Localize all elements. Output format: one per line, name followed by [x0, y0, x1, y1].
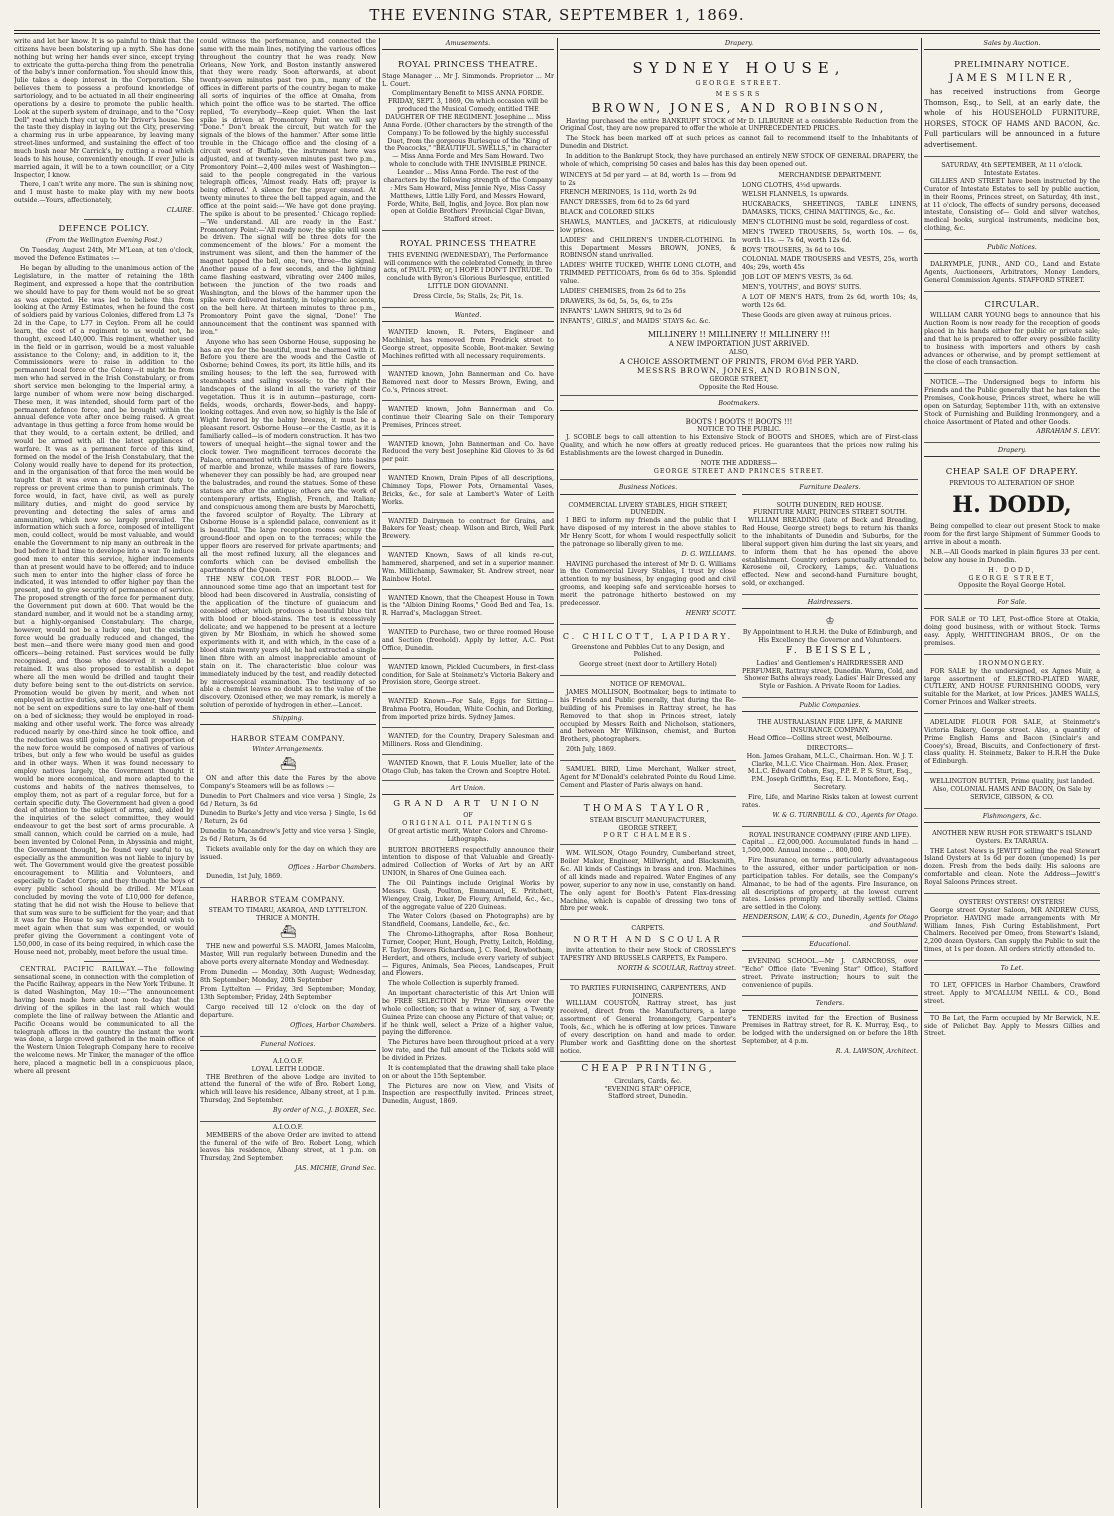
boots-head: BOOTS ! BOOTS !! BOOTS !!! [685, 417, 793, 426]
section-fishmongers: Fishmongers, &c. [924, 811, 1100, 823]
ad-bird [560, 763, 736, 797]
price-item: INFANTS' LAWN SHIRTS, 9d to 2s 6d [560, 307, 682, 315]
wanted-item: WANTED Known, that F. Louis Mueller, late of the Otago Club, has taken the Crown and Sceptre Hotel. [382, 759, 554, 775]
dodd-opposite: Opposite the Royal George Hotel. [958, 582, 1066, 590]
column-divider [557, 38, 558, 1508]
ad-aiof-1 [200, 1055, 376, 1122]
dalrymple-text: DALRYMPLE, JUNR., AND CO., Land and Estate Agents, Auctioneers, Arbitrators, Money Lenders, General Commission Agents. STAFFORD STREET. [924, 261, 1100, 284]
price-item: FRENCH MERINOES, 1s 11d, worth 2s 9d [560, 189, 697, 197]
ad-rush [924, 827, 1100, 894]
ad-wanted [382, 515, 554, 548]
ad-breading [742, 499, 918, 595]
george-street: GEORGE STREET. [695, 79, 783, 87]
price-item: MEN'S TWEED TROUSERS, 5s, worth 10s. — 6s, worth 11s. — 7s 6d, worth 12s 6d. [742, 228, 918, 244]
price-list-left [560, 172, 736, 328]
prints: A CHOICE ASSORTMENT OF PRINTS, FROM 6½d PER YARD. [619, 356, 859, 366]
millinery: MILLINERY !! MILLINERY !! MILLINERY !!! [647, 330, 831, 340]
section-furniture: Furniture Dealers. [742, 482, 918, 494]
harbor-sub: Winter Arrangements. [252, 745, 324, 753]
prelim-notice: PRELIMINARY NOTICE. [954, 60, 1070, 71]
timaru-title: HARBOR STEAM COMPANY. [231, 896, 345, 905]
previous: PREVIOUS TO ALTERATION OF SHOP. [949, 480, 1075, 488]
cheap-sale: CHEAP SALE OF DRAPERY. [945, 467, 1079, 478]
railway-text: following sensational scene, in connection with the completion of the Pacific Railway, appears in the New York Tribune. It is dated Washington, May 10:—"The announcement having been made here about noon to-day that the driving of the spikes in the last rail which would complete the line of railway between the Atlantic and Pacific Oceans would be communicated to all the telegraph offices in the country the instant the work was done, a large crowd gathered in the main office of the Western Union Telegraph Company here to receive the welcome news. Mr Tinker, the manager of the office here, placed a magnetic bell in a conspicuous place, where all present [14, 965, 194, 1075]
art-para: BURTON BROTHERS respectfully announce their intention to dispose of that Valuable and Greatly-admired Collection of Works of Art by an ART UNION, in Shares of One Guinea each. [382, 846, 554, 878]
price-item: WINCEYS at 5d per yard — at 8d, worth 1s — from 9d to 2s [560, 171, 736, 187]
ad-tenders [742, 1015, 918, 1056]
art-para: The Pictures are now on View, and Visits of Inspection are respectfully invited. Princes street, Dunedin, August, 1869. [382, 1082, 554, 1106]
color-test-text: We announced some time ago that an important test for blood had been discovered in Australia, consisting of the application of the tincture of guaiacum and ozonised ether, which produces a beautiful blue tint with blood or blood-stains. The test is excessively delicate; and we happened to be present at a lecture given by Mr Bloxham, in which he showed some experiments with it, and with which, in the case of a blood stain twenty years old, he had extracted a single linen fibre with an almost inappreciable amount of stain on it. The characteristic blue colour was immediately induced by the test, and readily detected by microscopical examination. The testimony of so able a chemist leaves no doubt as to the value of the discovery. Ozonised ether, we may remark, is merely a solution of peroxide of hydrogen in ether.—Lancet. [200, 576, 376, 710]
george-street-2: GEORGE STREET, [709, 375, 769, 383]
tenders-sign: R. A. LAWSON, Architect. [835, 1047, 918, 1055]
parties-title: TO PARTIES FURNISHING, CARPENTERS, AND JOINERS. [569, 984, 726, 1000]
chilcott-text: Greenstone and Pebbles Cut to any Design, and Polished. [571, 643, 725, 659]
ad-tolet-2 [924, 1015, 1100, 1039]
ad-theatre-benefit [382, 54, 554, 231]
ad-butter [924, 775, 1100, 809]
ad-theatre-tonight [382, 233, 554, 308]
ad-timaru-steam [200, 890, 376, 1036]
ad-flour [924, 716, 1100, 773]
price-item: HUCKABACKS, SHEETINGS, TABLE LINENS, DAMASKS, TICKS, CHINA MATTINGS, &c., &c. [742, 201, 918, 217]
col4-right [742, 482, 918, 1101]
price-item: LADIES' and CHILDREN'S UNDER-CLOTHING. In this Department Messrs BROWN, JONES, & ROBINSON stand unrivalled. [560, 236, 736, 260]
railway-continued: could witness the performance, and connected the same with the main lines, notifying the various offices throughout the country that he was ready. New Orleans, New York, and Boston instantly answered that they were ready. Soon afterwards, at about twenty-seven minutes past two p.m., many of the offices in different parts of the country began to make all sorts of inquiries of the office at Omaha, from which point the office was to be started. The office replied, 'To everybody—Keep quiet. When the last spike is driven at Promontory Point we will say "Done." Don't break the circuit, but watch for the signals of the blows of the hammer.' After some little trouble in the Chicago office and the closing of a circuit west of Buffalo, the instrument here was adjusted, and at twenty-seven minutes past two p.m., Promontory Point—2,400 miles west of Washington—said to the people congregated in the various telegraph offices, 'Almost ready. Hats off; prayer is being offered.' A silence for the prayer ensued. At twenty minutes to three the bell tapped again, and the office at the point said:—'We have got done praying. The spike is about to be presented.' Chicago replied:—'We understand. All are ready in the East.' Promontory Point:—'All ready now; the spike will soon be driven. The signal will be three dots for the commencement of the blows.' For a moment the instrument was silent, and then the hammer of the magnet tapped the bell, one, two, three—the signal. Another pause of a few seconds, and the lightning came flashing eastward, vibrating over 2400 miles, between the junction of the two roads and Washington, and the blows of the hammer upon the spike were delivered instantly, in telegraphic accents, on the bell here. At thirteen minutes to three p.m., Promontory Point gave the signal, 'Done!' The announcement that the continent was spanned with iron." [200, 38, 376, 336]
ad-royal-insurance [742, 829, 918, 937]
removal-title: NOTICE OF REMOVAL. [610, 681, 686, 689]
brj-text: Having purchased the entire BANKRUPT STOCK of Mr D. LILBURNE at a considerable Reduction from the Original Cost, they are now prepared to offer the whole at UNPRECEDENTED PRICES. [560, 117, 918, 133]
bird-text: SAMUEL BIRD, Lime Merchant, Walker street, Agent for M'Donald's celebrated Pointe du Roud Lime. Cement and Plaster of Paris always on hand. [560, 765, 736, 789]
taylor-title: THOMAS TAYLOR, [583, 803, 713, 814]
ad-wanted [382, 730, 554, 755]
section-hairdressers: Hairdressers. [742, 597, 918, 609]
timaru-offices: Offices, Harbor Chambers. [290, 1021, 376, 1029]
also: ALSO, [729, 349, 749, 357]
aus-text: Fire, Life, and Marine Risks taken at lowest current rates. [742, 793, 918, 809]
taylor-sub: STEAM BISCUIT MANUFACTURER, [589, 816, 707, 824]
ad-aiof-2 [200, 1124, 376, 1173]
section-wanted: Wanted. [382, 310, 554, 322]
tenders-text: TENDERS invited for the Erection of Business Premises in Rattray street, for R. K. Murray, Esq., to be lodged with the undersigned on or before the 18th September, at 4 p.m. [742, 1014, 918, 1046]
aus-title: THE AUSTRALASIAN FIRE LIFE, & MARINE INSURANCE COMPANY. [757, 719, 903, 735]
dodd-nb: N.B.—All Goods marked in plain figures 33 per cent. below any house in Dunedin. [924, 549, 1100, 564]
ad-removal [560, 678, 736, 761]
art-para: The whole Collection is superbly framed. [388, 980, 519, 988]
milner-name: JAMES MILNER, [949, 72, 1075, 84]
col4-left [560, 482, 736, 1101]
section-art-union: Art Union. [382, 783, 554, 795]
price-item: JOB LOT OF MEN'S VESTS, 3s 6d. [742, 274, 854, 282]
wanted-item: WANTED Dairymen to contract for Grains, and Bakers for Yeast; cheap. Wilson and Birch, Well Park Brewery. [382, 517, 554, 541]
brj-title: BROWN, JONES, AND ROBINSON, [591, 100, 887, 115]
masthead-rule [14, 30, 1100, 31]
price-lists [560, 172, 918, 328]
livery-title: COMMERCIAL LIVERY STABLES, HIGH STREET, DUNEDIN. [568, 501, 728, 517]
appointment: By Appointment to H.R.H. the Duke of Edinburgh, and His Excellency the Governor and Volunteers. [742, 628, 918, 644]
section-auction: Sales by Auction. [924, 38, 1100, 50]
royal-title: ROYAL INSURANCE COMPANY (FIRE AND LIFE). [748, 831, 912, 839]
ad-levy [924, 376, 1100, 443]
crown-icon: ♔ [825, 616, 835, 628]
wanted-item: WANTED Known, Drain Pipes of all descriptions, Chimney Tops, Flower Pots, Ornamental Vases, Bricks, &c., for sale at Lambert's Water of Leith Works. [382, 475, 554, 506]
wanted-item: WANTED, for the Country, Drapery Salesman and Milliners. Ross and Glendining. [382, 732, 554, 748]
theatre-text: Complimentary Benefit to MISS ANNA FORDE. FRIDAY, SEPT. 3, 1869, On which occasion will be produced the Musical Comedy, entitled THE DAUGHTER OF THE REGIMENT. Josephine ... Miss Anna Forde. (Other characters by the strength of the Company.) To be followed by the highly successful Duet, from the gorgeous Burlesque of the "King of the Peacocks," "BEAUTIFUL SWELLS," in character— Miss Anna Forde and Mrs Sam Howard. Two whole to conclude with THE INVISIBLE PRINCE. Leander ... Miss Anna Forde. The rest of the characters by the following strength of the Company : Mrs Sam Howard, Miss Jennie Nye, Miss Cassy Matthews, Little Lilly Ford, and Messrs Howard, Forde, White, Bell, Inglis, and Joyce. Box plan now open at Goldie Brothers' Provincial Cigar Divan, Stafford street. [383, 90, 553, 224]
royal-capital: Capital ... £2,000,000. Accumulated funds in hand ... 1,500,000. Annual income ... 800,000. [742, 839, 918, 855]
note-address: NOTE THE ADDRESS— [700, 459, 778, 467]
section-public-companies: Public Companies. [742, 700, 918, 712]
ad-wanted [382, 472, 554, 512]
art-title: GRAND ART UNION [393, 799, 543, 810]
ad-taylor [560, 799, 736, 846]
brj-text: The Stock has been marked off at such prices as cannot fail to recommend itself to the Inhabitants of Dunedin and District. [560, 135, 918, 151]
color-test-lead: THE NEW COLOR TEST FOR BLOOD.— [206, 576, 360, 584]
royal-agent: HENDERSON, LAW, & CO., Dunedin, Agents for Otago and Southland. [742, 914, 918, 929]
ad-wilson [560, 847, 736, 920]
printing-office: "EVENING STAR" OFFICE, [604, 1085, 692, 1093]
dodd-name: H. DODD, [988, 566, 1036, 574]
taylor-port: PORT CHALMERS. [603, 832, 693, 840]
ad-carpets [560, 922, 736, 979]
price-item: WELSH FLANNELS, 1s upwards. [742, 191, 849, 199]
ad-australasian [742, 716, 918, 826]
section-drapery-2: Drapery. [924, 445, 1100, 457]
ad-beissel [742, 613, 918, 698]
dodd-street: GEORGE STREET, [968, 574, 1056, 582]
column-1 [14, 38, 194, 1510]
section-for-sale: For Sale. [924, 597, 1100, 609]
harbor-text: ON and after this date the Fares by the above Company's Steamers will be as follows :— [200, 775, 376, 790]
ad-wanted [382, 326, 554, 366]
ad-milner [924, 54, 1100, 157]
tolet-text: TO Be Let, the Farm occupied by Mr Berwick, N.E. side of Pelichet Bay. Apply to Messrs Gillies and Street. [924, 1014, 1100, 1038]
ad-wanted [382, 661, 554, 694]
section-shipping: Shipping. [200, 712, 376, 725]
ad-art-union [382, 799, 554, 1106]
wanted-item: WANTED known, John Bannerman and Co. have Removed next door to Messrs Brown, Ewing, and Co.'s, Princes street. [382, 371, 554, 395]
oysters-title: OYSTERS! OYSTERS! OYSTERS! [958, 898, 1066, 906]
gillies-text: GILLIES AND STREET have been instructed by the Curator of Intestate Estates to sell by public auction, in their Rooms, Princes street, on Saturday, 4th inst., at 11 o'clock, The effects of sundry persons, deceased intestate, Consisting of— Gold and silver watches, medical books, surgical instruments, medicine box, clothing, &c. [924, 177, 1100, 233]
railway-article [14, 966, 194, 1076]
ad-dalrymple [924, 258, 1100, 292]
printing-title: CHEAP PRINTING, [581, 1064, 715, 1075]
brj-repeat: MESSRS BROWN, JONES, AND ROBINSON, [636, 366, 842, 376]
ad-forsale-1 [924, 613, 1100, 654]
lower-columns [560, 482, 918, 1101]
taylor-addr: GEORGE STREET, [618, 824, 678, 832]
art-para: The Oil Paintings include Original Works by Messrs. Gush, Poulton, Emmanuel, E. Pritchett, Wiengey, Craig, Luker, De Fleury, Armfield, &c., &c., of the aggregate value of 220 Guineas. [382, 879, 554, 911]
ad-wanted [382, 592, 554, 625]
section-amusements: Amusements. [382, 38, 554, 50]
price-item: MEN'S, YOUTHS', and BOYS' SUITS. [742, 284, 862, 292]
ad-couston [560, 982, 736, 1063]
scoble-text: J. SCOBLE begs to call attention to his Extensive Stock of BOOTS and SHOES, which are of First-class Quality, and which he now offers at greatly reduced prices. He guarantees that the prices now ruling his Establishments are the lowest charged in Dunedin. [560, 434, 918, 457]
wanted-item: WANTED Known, Saws of all kinds re-cut, hammered, sharpened, and set in a superior manner. Wm. Millichamp, Sawmaker, St. Andrew street, near Rainbow Hotel. [382, 552, 554, 583]
opposite: Opposite the Red House. [699, 383, 779, 391]
ad-scoble [560, 415, 918, 481]
divider [84, 219, 124, 220]
edu-text: EVENING SCHOOL.—Mr J. CARNCROSS, over "Echo" Office (late "Evening Star" Office), Stafford street. Private instruction; hours to suit the convenience of pupils. [742, 957, 918, 989]
section-tenders: Tenders. [742, 998, 918, 1010]
ad-sydney-house [560, 54, 918, 396]
theatre2-title: ROYAL PRINCESS THEATRE [399, 239, 537, 250]
chilcott-title: C. CHILCOTT, LAPIDARY. [562, 631, 734, 641]
price-item: LADIES' WHITE TUCKED, WHITE LONG CLOTH, and TRIMMED PETTICOATS, from 6s 6d to 35s. Splendid value. [560, 262, 736, 286]
section-bootmakers: Bootmakers. [560, 398, 918, 410]
breading-text: WILLIAM BREADING (late of Beck and Breading, Red House, George street) begs to return his thanks to the inhabitants of Dunedin and Suburbs, for the liberal support given him during the last six years, and to inform them that he has opened the above establishment. Country orders punctually attended to. Kerosene oil, Crockery, Lamps, &c. Valuations effected. New and second-hand Furniture bought, sold, or exchanged. [742, 517, 918, 588]
aiof2-sign: JAS. MICHIE, Grand Sec. [295, 1165, 376, 1173]
art-para: The Water Colors (based on Photographs) are by Standfield, Coomans, Landelle, &c., &c. [382, 913, 554, 929]
theatre2-prices: Dress Circle, 5s; Stalls, 2s; Pit, 1s. [413, 293, 523, 300]
ad-chilcott [560, 627, 736, 677]
beissel-text: Ladies' and Gentlemen's HAIRDRESSER AND PERFUMER, Rattray street, Dunedin. Warm, Cold, and Shower Baths always ready. Ladies' Hair Dressed any Style or Fashion. A Private Room for Ladies. [742, 659, 918, 691]
column-5 [924, 38, 1100, 1510]
timaru-schedule: From Dunedin — Monday, 30th August; Wednesday, 8th September; Monday, 20th September [200, 968, 376, 984]
livery-text: I BEG to inform my friends and the public that I have disposed of my interest in the above stables to Mr Henry Scott, for whom I would respectfully solicit the patronage so liberally given to me. [560, 517, 736, 548]
ad-harbor-steam [200, 729, 376, 888]
aus-head: Head Office—Collins street west, Melbourne. [748, 734, 893, 742]
color-test-article [200, 576, 376, 710]
section-funeral: Funeral Notices. [200, 1039, 376, 1051]
theatre2-text: THIS EVENING (WEDNESDAY), The Performance will commence with the celebrated Comedy, in three acts, of PAUL PRY; or, I HOPE I DON'T INTRUDE. To conclude with Byron's Glorious Burlesque, entitled LITTLE DON GIOVANNI. [383, 251, 553, 291]
timaru-cargo: Cargo received till 12 o'clock on the day of departure. [200, 1004, 376, 1019]
aiof1-text: THE Brethren of the above Lodge are invited to attend the funeral of the wife of Bro. Robert Long, which will leave his residence, Albany street, at 1 p.m. Thursday, 2nd September. [200, 1073, 376, 1105]
scott-text: HAVING purchased the interest of Mr D. G. Williams in the Commercial Livery Stables, I trust by close attention to my business, by engaging good and civil grooms, and keeping safe and serviceable horses to merit the patronage hitherto bestowed on my predecessor. [560, 560, 736, 607]
defence-title: DEFENCE POLICY. [58, 223, 150, 234]
levy-sign: ABRAHAM S. LEVY. [1036, 428, 1100, 436]
flour-text: ADELAIDE FLOUR FOR SALE, at Steinmetz's Victoria Bakery, George street. Also, a quantity of Prime English Hams and Bacon (Sinclair's and Cooey's), Bread, Biscuits, and Confectionery of first-class quality. H. Steinmetz, Baker to H.R.H the Duke of Edinburgh. [924, 719, 1100, 766]
wanted-item: WANTED known, John Bannerman and Co. continue their Clearing Sale on their Temporary Premises, Princes street. [382, 406, 554, 429]
notice-public: NOTICE TO THE PUBLIC. [697, 426, 781, 434]
masthead: THE EVENING STAR, SEPTEMBER 1, 1869. [369, 6, 745, 24]
column-divider [379, 38, 380, 1508]
ad-young [924, 294, 1100, 375]
ad-wanted [382, 757, 554, 782]
theatre-staff: Stage Manager ... Mr J. Simmonds. Proprietor ... Mr L. Court. [382, 72, 554, 88]
defence-para: He began by alluding to the unanimous action of the Legislature, in the matter of retaining the 18th Regiment, and expressed a hope that the contribution we should have to pay for them would not be so great as was expected. He was led to believe this from looking at the Army Estimates, when he found the cost of soldiers paid by various Colonies, differed from L3 7s 2d in the Cape, to L77 in Ceylon. From all he could learn, the cost of a regiment to us would not, he thought, exceed L40,000. This regiment, whether used in the field or in garrison, would be a most valuable assistance to the Colony; and, in addition to it, the Commissioners were to raise in addition to the permanent local force of the Colony—it might be from men who had served in the Irish Constabulary, or from short service men belonging to the Imperial army, a large number of whom were now being discharged. These men, it was intended, should form part of the permanent defence force, and be brought within the annual defence vote after once being raised. A great advantage in thus getting a force from home would be that they would, to a certain extent, be drilled, and would be armed with all the latest appliances of warfare. It was as a permanent force of this kind, formed on the model of the Irish Constabulary, that the Colony would really have to depend for its protection, and in the organisation of that force the men would be taught that it was even a more important duty to repress or prevent crime than to punish criminals. The force would, in fact, have civil, as well as purely military duties, and might do good service by preventing and detecting the sales of arms and ammunition, which now so largely prevailed. The information which such a force, composed of intelligent men, could collect, would be most valuable, and would enable the Government to nip many an outbreak in the bud before it had time to develope into a war. To induce good men to enter this service, higher inducements than at present would have to be offered; and to induce such men to enter into the higher class of force he indicated, it was intended to offer higher pay than the present, and to give security of permanence of service. The proposed strength of the force for permanent duty, the Government put down at 600. That would be the standard number, and it would not be a standing army, but a highly-organised Constabulary. The charge, however, would not be a lucky one, but the existing force would be gradually reduced and changed, the best men—and there were many good men and good officers—being retained. Past services would be fully recognised, and those who deserved it would be retained. It was also proposed to establish a depot where all the men would be drilled and taught their duty before being sent to the out-districts on service. Promotion would be given by merit, and when not employed in active duties, and in the winter, they would not be sent on expeditions sure to lay one-half of them on a bed of sickness; they would be employed in road-making and other useful work. The force was already reduced nearly by one-third since he took office, and the reduction was still going on. A small proportion of the new force would be composed of natives of various tribes, but only a few who would be useful as guides and in other ways. When it was found necessary to employ natives largely, the Government thought it would be more economical, and more adapted to the customs and habits of the natives themselves, to employ them, not as part of a regular force, but for a certain specific duty. The Government had given a good deal of attention to the subject of arms, and, aided by the inquiries of the select committee, they would endeavour to get the best sort of arms procurable. A small cannon, which could be carried on a mule, had been invented by Colonel Penn, in Abyssinia and might, the Government thought, be found very useful to us, especially as the ammunition was not liable to injury by wet. The Government would give the greatest possible encouragement to Militia and Volunteers, and especially to Cadet Corps; and they thought the boys of every public school should be drilled. Mr M'Lean concluded by moving the vote of L10,000 for defence, stating that he did not wish the House to believe that that sum was sure to be sufficient for the year; and that it was for the House to say whether it would wish to meet again when that sum was expended, or would prefer giving the Government a contingent vote of L50,000, in case of its being required, in which case the House need not, probably, meet before the usual time. [14, 265, 194, 956]
rush-text: ANOTHER NEW RUSH FOR STEWART'S ISLAND Oysters. Ex TARARUA. [932, 829, 1092, 845]
scoble-address: GEORGE STREET AND PRINCES STREET. [653, 467, 825, 475]
royal-text: Fire Insurance, on terms particularly advantageous to the assured, either under participation or non-participation tables. For details, see the Company's Almanac, to be had of the agents. Fire Insurance, on all descriptions of property, at the lowest current rates. Losses promptly and liberally settled. Claims are settled in the Colony. [742, 857, 918, 912]
printing-addr: Stafford street, Dunedin. [608, 1093, 688, 1101]
harbor-offices: Offices : Harbor Chambers. [288, 863, 376, 871]
price-item: SHAWLS, MANTLES, and JACKETS, at ridiculously low prices. [560, 219, 736, 234]
messrs: MESSRS [715, 90, 763, 98]
sydney-house-title: SYDNEY HOUSE, [632, 59, 846, 78]
divider [84, 961, 124, 962]
north-title: NORTH AND SCOULAR [573, 935, 723, 945]
price-item: COLONIAL MADE TROUSERS and VESTS, 25s, worth 40s; 29s, worth 45s [742, 256, 918, 272]
ad-wanted [382, 403, 554, 436]
fare-row: Dunedin to Macandrew's Jetty and vice versa } Single, 2s 6d / Return, 3s 6d [200, 828, 376, 844]
ad-wanted [382, 549, 554, 589]
column-4 [560, 38, 918, 1510]
price-item: LADIES' CHEMISES, from 2s 6d to 25s [560, 287, 686, 295]
railway-lead: CENTRAL PACIFIC RAILWAY.—The [20, 965, 158, 973]
sale-date: SATURDAY, 4th SEPTEMBER, At 11 o'clock. [941, 162, 1083, 170]
column-3 [382, 38, 554, 1510]
art-para: The Pictures have been throughout priced at a very low rate, and the full amount of the Tickets sold will be divided in Prizes. [382, 1039, 554, 1063]
north-sign: NORTH & SCOULAR, Rattray street. [617, 964, 736, 972]
ad-dodd [924, 461, 1100, 595]
timaru-text: THE new and powerful S.S. MAORI, James Malcolm, Master, Will run regularly between Dunedin and the above ports every alternate Monday and Wednesday. [200, 943, 376, 966]
ad-evening-school [742, 955, 918, 996]
ad-wanted [382, 695, 554, 728]
ad-printing [560, 1064, 736, 1101]
directors-list: Hon. James Graham, M.L.C., Chairman. Hon. W. J. T. Clarke, M.L.C. Vice Chairman. Hon. Alex. Fraser, M.L.C. Edward Cohen, Esq., P.P. E. P. S. Sturt, Esq., P.M. Joseph Griffiths, Esq. E. L. Montefiore, Esq., Secretary. [746, 752, 914, 792]
walls-text: FOR SALE by the undersigned, ex Agnes Muir, a large assortment of ELECTRO-PLATED WARE, CUTLERY, AND HOUSE FURNISHING GOODS, very suitable for the Market, at low Prices. JAMES WALLS, Corner Princes and Walker streets. [924, 667, 1100, 707]
section-to-let: To Let. [924, 963, 1100, 975]
wanted-item: WANTED Known—For Sale, Eggs for Sitting—Brahma Pootra, Houdan, White Cochin, and Dorking, from imported prize birds. Sydney James. [382, 698, 554, 722]
masthead-rule-2 [14, 33, 1100, 34]
wilson-text: WM. WILSON, Otago Foundry, Cumberland street, Boiler Maker, Engineer, Millwright, and Blacksmith, &c. All kinds of Castings in brass and iron. Machines of all kinds made and repaired. Water Engines of any power, superior to any now in use, constantly on hand. The only agent for Booth's Patent Flax-dressing Machine, which is capable of dressing two tons of fibre per week. [560, 850, 736, 913]
brj-text: In addition to the Bankrupt Stock, they have purchased an entirely NEW STOCK OF GENERAL DRAPERY, the whole of which, comprising 50 cases and bales has this day been opened out. [560, 153, 918, 168]
aiof1-sub: LOYAL LEITH LODGE. [251, 1065, 325, 1073]
section-educational: Educational. [742, 939, 918, 951]
ironmongery-title: IRONMONGERY. [978, 659, 1046, 667]
harbor-title: HARBOR STEAM COMPANY. [231, 735, 345, 744]
aiof1-sign: By order of N.G., J. BOXER, Sec. [272, 1106, 376, 1114]
price-list-right [742, 172, 918, 328]
ad-walls [924, 657, 1100, 714]
scott-sign: HENRY SCOTT. [685, 609, 736, 617]
price-item: LONG CLOTHS, 4½d upwards. [742, 181, 842, 189]
art-sub2: Of great artistic merit, Water Colors and Chromo-Lithographs. [388, 827, 548, 843]
printing-sub: Circulars, Cards, &c. [614, 1077, 682, 1085]
timaru-schedule: From Lyttelton — Friday, 3rd September; Monday, 13th September; Friday, 24th September [200, 986, 376, 1002]
beissel-title: F. BEISSEL, [786, 646, 874, 657]
price-item: BOYS' TROUSERS, 3s 6d to 10s. [742, 246, 847, 254]
fare-row: Dunedin to Burke's Jetty and vice versa } Single, 1s 6d / Return, 2s 6d [200, 810, 376, 826]
wanted-item: WANTED to Purchase, two or three roomed House and Section (freehold). Apply by letter, A.C. Post Office, Dunedin. [382, 629, 554, 652]
sd-title: SOUTH DUNEDIN, RED HOUSE. [776, 501, 884, 509]
price-item: BLACK and COLORED SILKS [560, 209, 655, 217]
ad-tolet-1 [924, 979, 1100, 1013]
defence-para: On Tuesday, August 24th, Mr M'Lean, at ten o'clock, moved the Defence Estimates :— [14, 247, 194, 263]
timaru-freq: THRICE A MONTH. [256, 914, 320, 922]
wanted-item: WANTED known, John Bannerman and Co. have Reduced the very best Josephine Kid Gloves to 3s 6d per pair. [382, 440, 554, 464]
hdodd-title: H. DODD, [952, 491, 1072, 518]
art-para: It is contemplated that the drawing shall take place on or about the 15th September. [382, 1064, 554, 1080]
north-text: invite attention to their new Stock of CROSSLEY'S TAPESTRY AND BRUSSELS CARPETS, Ex Pampero. [560, 947, 736, 962]
price-item: FANCY DRESSES, from 6d to 2s 6d yard [560, 199, 690, 207]
dodd-text: Being compelled to clear out present Stock to make room for the first large Shipment of Summer Goods to arrive in about a month. [924, 523, 1100, 547]
aiof2-title: A.I.O.O.F. [272, 1123, 304, 1131]
steamship-icon: ⛴ [279, 756, 297, 772]
ad-wanted [382, 368, 554, 401]
ad-wanted [382, 626, 554, 659]
ad-livery [560, 499, 736, 625]
circular-title: CIRCULAR. [984, 299, 1040, 310]
butter-text: WELLINGTON BUTTER, Prime quality, just landed. Also, COLONIAL HAMS AND BACON, On Sale by SERVICE, GIBSON, & CO. [929, 778, 1095, 801]
tolet-text: TO LET, OFFICES in Harbor Chambers, Crawford street. Apply to M'CALLUM NEILL & CO., Bond street. [924, 982, 1100, 1005]
intestate-title: Intestate Estates. [983, 170, 1041, 178]
aiof1-title: A.I.O.O.F. [272, 1057, 304, 1065]
ad-gillies [924, 159, 1100, 240]
harbor-date: Dunedin, 1st July, 1869. [206, 873, 283, 881]
livery-sign: D. G. WILLIAMS. [681, 550, 736, 558]
price-item: These Goods are given away at ruinous prices. [742, 311, 892, 319]
art-of: OF [463, 812, 473, 820]
mercer-title: MERCHANDISE DEPARTMENT. [778, 171, 882, 179]
theatre-title: ROYAL PRINCESS THEATRE. [397, 60, 539, 71]
column-divider [197, 38, 198, 1508]
column-divider [921, 38, 922, 1508]
column-2 [200, 38, 376, 1510]
timaru-sub: STEAM TO TIMARU, AKAROA, AND LYTTELTON. [208, 907, 368, 915]
section-business: Business Notices. [560, 482, 736, 494]
wanted-item: WANTED known, R. Peters, Engineer and Machinist, has removed from Fredrick street to George street, opposite Scoble, Boot-maker. Sewing Machines refitted with all necessary requirements. [382, 328, 554, 360]
jewitt-text: THE Latest News is JEWITT selling the real Stewart Island Oysters at 1s 6d per dozen (unopened) 1s per dozen. Fresh from the beds daily. His saloons are comfortable and clean. Note the Address—Jewitt's Royal Saloons Princes street. [924, 847, 1100, 887]
ad-wanted [382, 438, 554, 471]
young-text: WILLIAM CARR YOUNG begs to announce that his Auction Room is now ready for the reception of goods placed in his hands either for public or private sale; and that he is prepared to offer every possible facility to business with importers and others by cash advances or otherwise, and by prompt settlement at the close of each transaction. [924, 312, 1100, 367]
harbor-tickets: Tickets available only for the day on which they are issued. [200, 845, 376, 861]
levy-text: NOTICE.—The Undersigned begs to inform his Friends and the Public generally that he has taken the Premises, Cook-house, Princes street, where he will open on Saturday, September 11th, with an extensive Stock of Furnishing and Building Ironmongery, and a choice Assortment of Plated and other Goods. [924, 379, 1100, 426]
letter-close: There, I can't write any more. The sun is shining now, and I must haste to make play with my new boots outside.—Yours, affectionately, [14, 181, 194, 205]
milner-text: has received instructions from George Thomson, Esq., to Sell, at an early date, the whole of his HOUSEHOLD FURNITURE, HORSES, STOCK OF HAMS AND BACON, &c. Full particulars will be announced in a future advertisement. [924, 88, 1100, 149]
price-item: DRAWERS, 3s 6d, 5s, 5s, 6s, to 25s [560, 297, 673, 305]
couston-text: WILLIAM COUSTON, Rattray street, has just received, direct from the Manufacturers, a large assortment of General Ironmongery, Carpenter's Tools, &c., which he is offering at low prices. Tinware of every description on hand and made to order. Plumber work and Gasfitting done on the shortest notice. [560, 1000, 736, 1055]
carpets-title: CARPETS. [631, 925, 665, 933]
art-sub: ORIGINAL OIL PAINTINGS [402, 819, 534, 827]
letter-text: write and let her know. It is so painful to think that the citizens have been bolstering up a myth. She has done nothing but wring her hands ever since, except trying to extricate the gutta-percha thing from the penetralia of the baby's inner conformation. You should know this, Julie takes a deep interest in the Corporation. She believes them to possess a profound knowledge of sartoriology, and to be actuated in all their engineering operations by a desire to promote the public health. Look at the superb system of drainage, and to the "Cosy Dell" road which they cut up to Mr Driver's house. See the taste they display in laying out the City, preserving a charming rus in urbe appearance, by leaving many street-lines unformed, and sustaining the effect of too much bush near Mr Carrick's, by cutting a road which leads to his house, conveniently enough. If ever Julie is married again, it will be to a town councillor, or a City Inspector, I know. [14, 38, 194, 179]
mart-title: FURNITURE MART, PRINCES STREET SOUTH. [753, 509, 907, 517]
art-para: An important characteristic of this Art Union will be FREE SELECTION by Prize Winners over the whole collection; so that a winner of, say, a Twenty Guinea Prize can choose any Picture of that value; or, if he think well, select a Prize of a higher value, paying the difference. [382, 990, 554, 1037]
steamship-icon: ⛴ [279, 924, 297, 940]
mollison-date: 20th July, 1869. [566, 746, 616, 754]
importation: A NEW IMPORTATION JUST ARRIVED. [668, 340, 810, 349]
cuss-text: George street Oyster Saloon, MR ANDREW CUSS, Proprietor. HAVING made arrangements with Mr William Innes, Fish Curing Establishment, Port Chalmers. Received per Omeo, from Stewart's Island, 2,200 dozen Oysters. Can supply the Public to suit the times, at 1s per dozen. All orders strictly attended to. [924, 906, 1100, 954]
price-item: INFANTS', GIRLS', and MAIDS' STAYS &c. &c. [560, 317, 711, 325]
section-public-notices: Public Notices. [924, 242, 1100, 254]
aus-agent: W. & G. TURNBULL & CO., Agents for Otago. [772, 811, 918, 819]
section-drapery: Drapery. [560, 38, 918, 50]
forsale-text: FOR SALE or TO LET, Post-office Store at Otakia, doing good business, with or without Stock. Terms easy. Apply, WHITTINGHAM BROS., Or on the premises. [924, 616, 1100, 648]
art-para: The Chromo-Lithographs, after Rosa Bonheur, Turner, Cooper, Hunt, Hough, Pretty, Leitch, Holding, F. Taylor, Bowers Richardson, J. C. Reed, Rowbotham, Herdert, and others, include every variety of subject — Figures, Animals, Sea Pieces, Landscapes, Fruit and Flowers. [382, 931, 554, 978]
fare-row: Dunedin to Port Chalmers and vice versa } Single, 2s 6d / Return, 3s 6d [200, 792, 376, 808]
chilcott-addr: George street (next door to Artillery Hotel) [579, 661, 717, 669]
directors-label: DIRECTORS— [806, 744, 854, 752]
price-item: MEN'S CLOTHING must be sold, regardless of cost. [742, 219, 910, 227]
defence-source: (From the Wellington Evening Post.) [45, 236, 163, 244]
ad-cuss [924, 896, 1100, 961]
mollison-text: JAMES MOLLISON, Bootmaker, begs to intimate to his Friends and Public generally, that during the Re-building of his Premises in Rattray street, he has Removed to that shop in Princes street, lately occupied by Messrs Reith and Nicholson, stationers, and between Mr Wilkinson, chemist, and Burton Brothers, photographers. [560, 689, 736, 744]
price-item: A LOT OF MEN'S HATS, from 2s 6d, worth 10s; 4s, worth 12s 6d. [742, 293, 918, 309]
wanted-item: WANTED Known, that the Cheapest House in Town is the "Albion Dining Rooms," Good Bed and Tea, 1s. R. Harrad's, Maclaggan Street. [382, 594, 554, 618]
letter-signature: CLAIRE. [166, 207, 194, 215]
aiof2-text: MEMBERS of the above Order are invited to attend the funeral of the wife of Bro. Robert Long, which leaves his residence, Albany street, at 1 p.m. on Thursday, 2nd September. [200, 1131, 376, 1163]
osborne-article: Anyone who has seen Osborne House, supposing he has an eye for the beautiful, must be charmed with it. Before you there are the woods and the Castle of Osborne; behind Cowes, its port, its little hills, and its smiling houses; to the left the sea, furrowed with steamboats and sailing vessels; to the right the landscapes of the island in all the variety of their vegetation. Thus it is in autumn—pasturage, corn-fields, woods, orchards, flower-beds, and happy-looking cottages. And even now, so highly is the Isle of Wight favored by the balmy breezes, it must be a pleasant resort. Osborne House—or the Castle, as it is familiarly called—is of modern construction. It has two towers of unequal height—the signal tower and the clock tower. Two magnificent terraces decorate the Palace, ornamented with fountains falling into basins of marble and bronze, while masses of rare flowers, whenever they can possibly be had, are grouped near the balustrades, and round the statues. Some of these statues are after the antique; others are the work of contemporary artists, English, French, and Italian; and conspicuous among them are busts by Marochetti, the favored sculptor of Royalty. The Library at Osborne House is a splendid palace, convenient as it is beautiful. The large reception rooms occupy the ground-floor and open on to the terraces; while the upper floors are reserved for private apartments; and all the most refined luxury, all the elegances and comforts which can be devised embellish the apartments of the Queen. [200, 338, 376, 574]
wanted-item: WANTED known, Pickled Cucumbers, in first-class condition, for Sale at Steinmetz's Victoria Bakery and Provision store, George street. [382, 663, 554, 687]
